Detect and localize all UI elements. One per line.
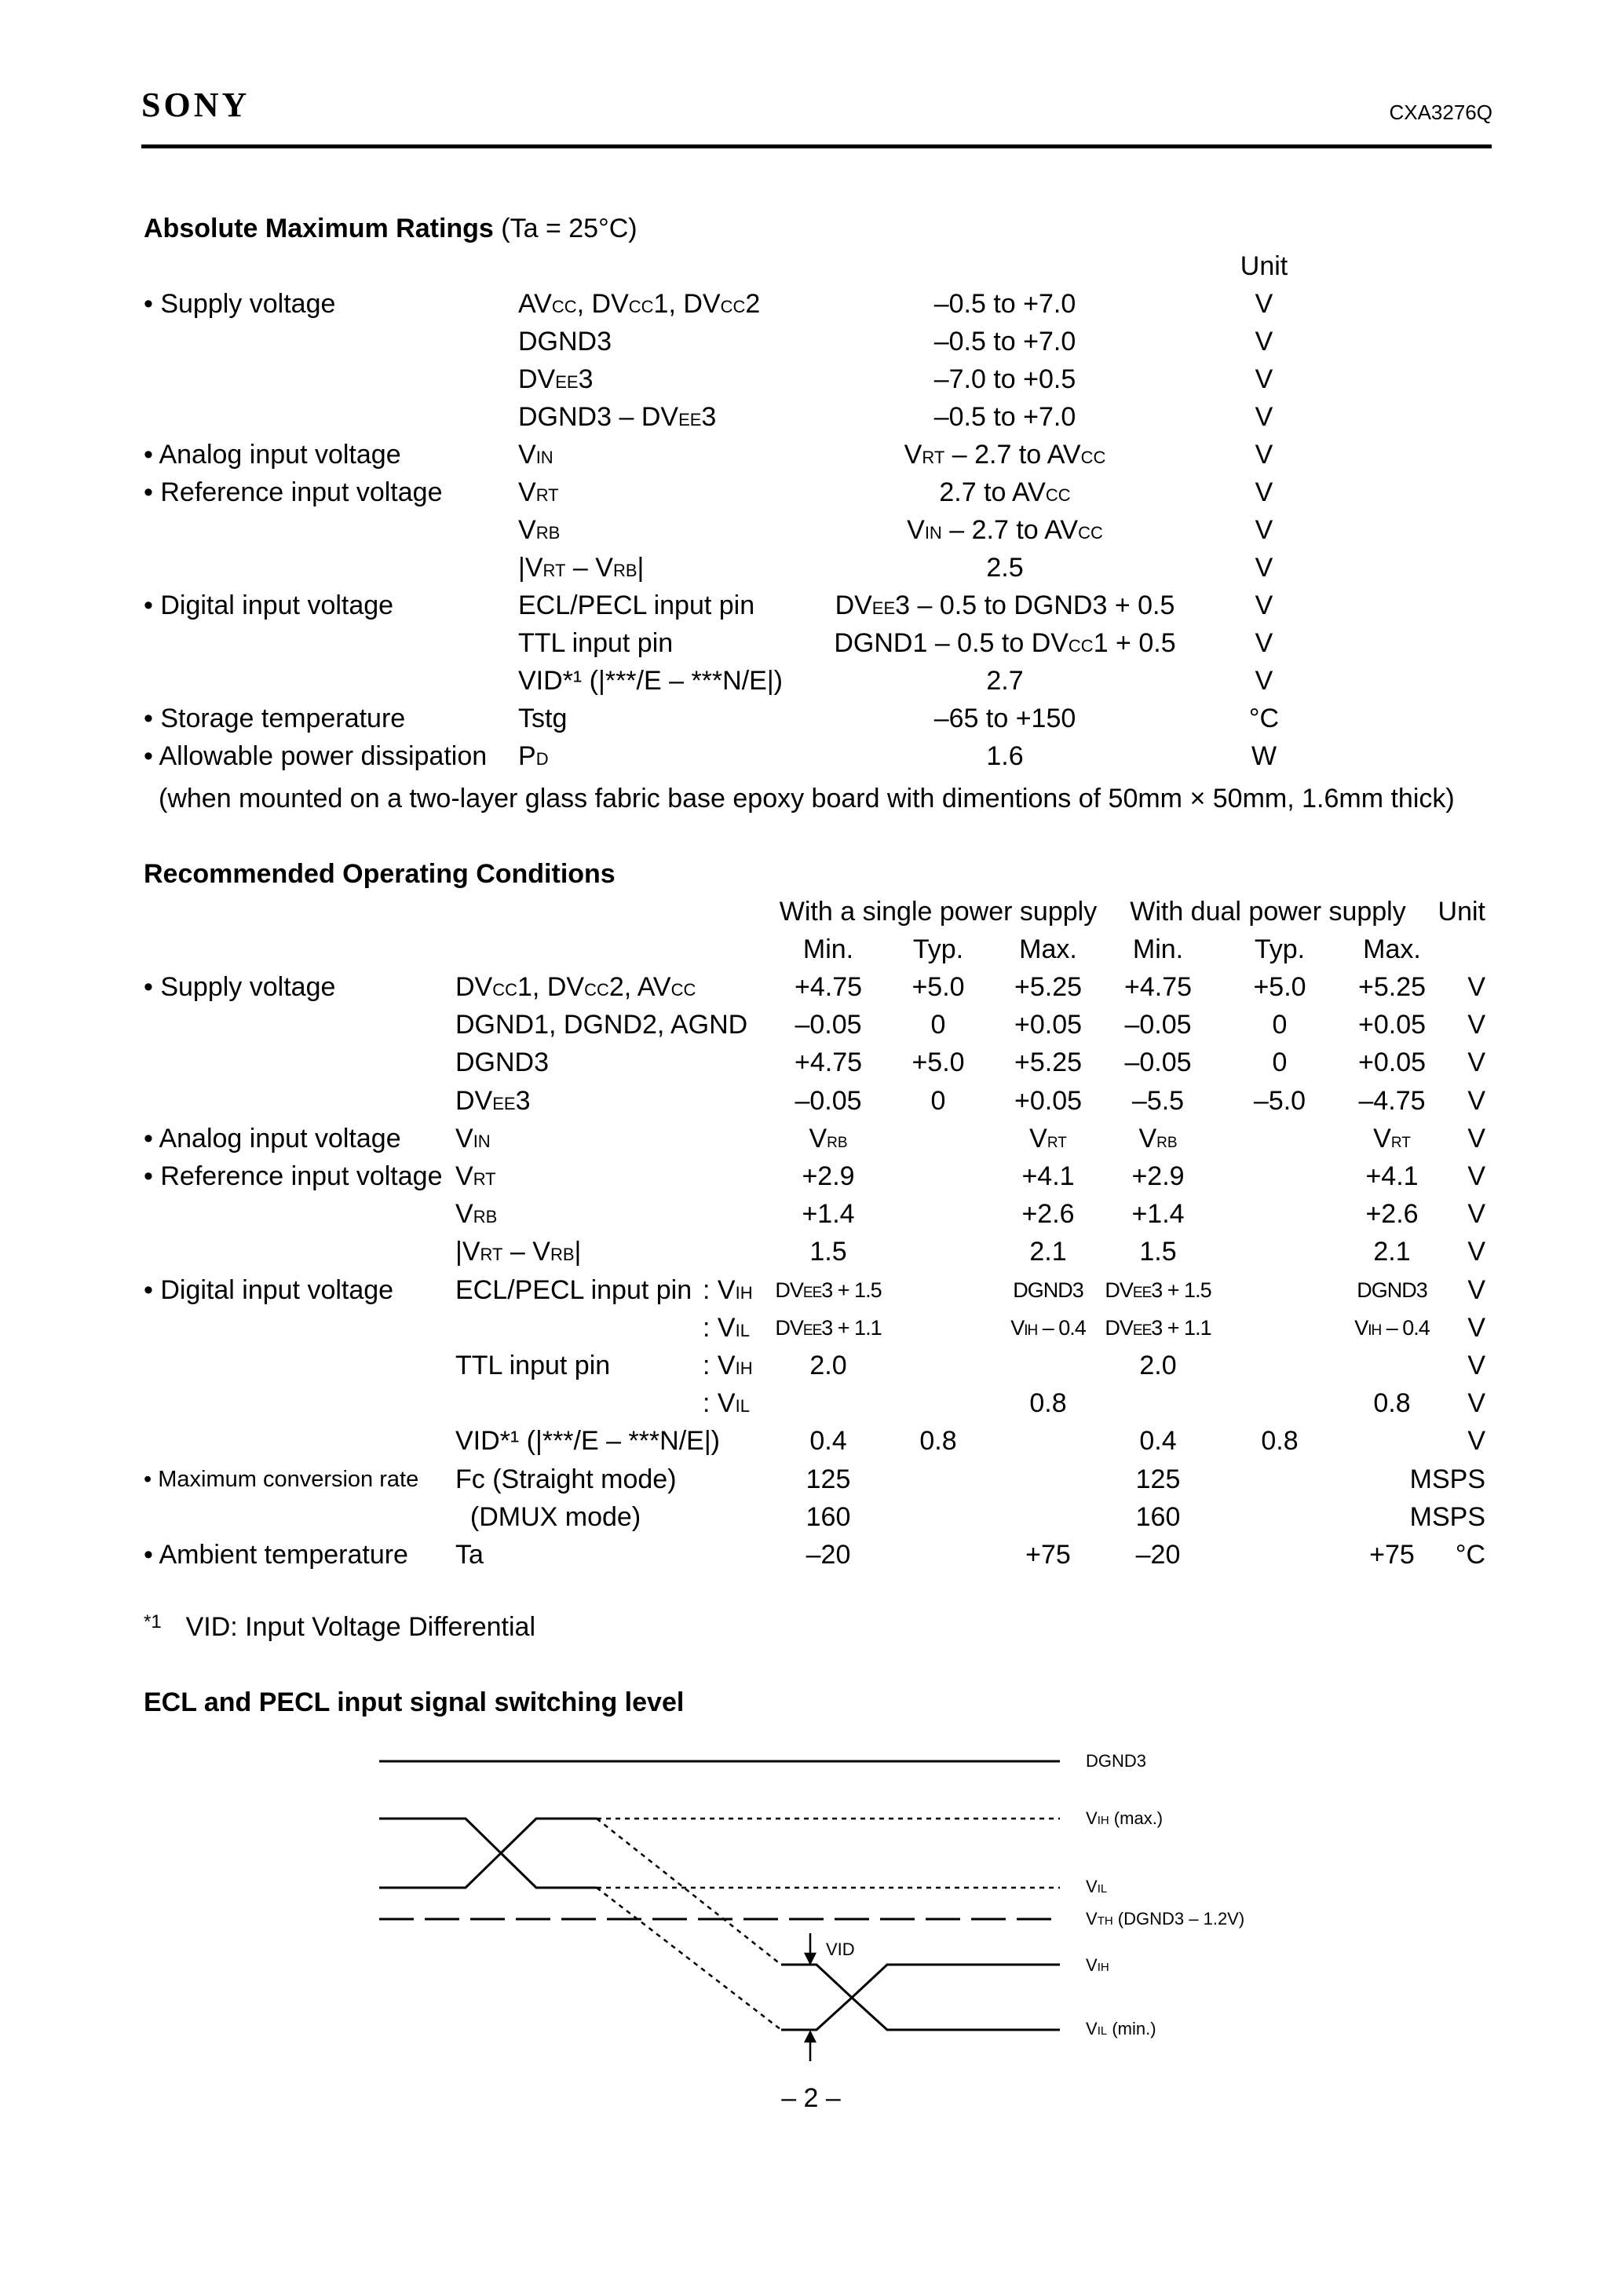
roc-symbol: TTL input pin [455,1351,611,1380]
roc-condition: : VIH [703,1351,753,1380]
roc-value: –20 [1135,1540,1181,1570]
roc-symbol: VIN [455,1123,491,1153]
sony-logo: SONY [141,86,250,124]
transition-lower [597,1888,781,2030]
amr-unit: V [1255,553,1273,583]
roc-symbol: DVEE3 [455,1085,531,1116]
roc-symbol: DGND3 [455,1047,550,1078]
roc-group-dual: With dual power supply [1130,897,1406,927]
roc-value: +4.1 [1021,1161,1075,1191]
amr-symbol: VID*¹ (|***/E – ***N/E|) [518,666,783,696]
roc-value: +5.25 [1014,972,1083,1002]
roc-condition: : VIL [703,1388,750,1419]
part-number: CXA3276Q [1389,101,1492,124]
roc-value: +0.05 [1357,1010,1427,1040]
vid-arrowhead-up [806,2032,815,2042]
roc-value: –0.05 [795,1085,862,1116]
amr-note: (when mounted on a two-layer glass fabric base epoxy board with dimentions of 50mm × 50mm, 1.6mm thick) [159,784,1455,813]
roc-value: 2.0 [809,1351,847,1380]
roc-unit: V [1467,972,1485,1002]
amr-unit: W [1251,741,1277,771]
amr-unit-header: Unit [1240,251,1288,281]
roc-unit: V [1467,1123,1485,1153]
amr-symbol: DVEE3 [518,364,594,394]
roc-value: +5.0 [911,1047,965,1078]
roc-value: DVEE3 + 1.5 [775,1278,882,1302]
amr-value: DGND1 – 0.5 to DVCC1 + 0.5 [834,628,1176,658]
roc-unit: V [1467,1274,1485,1305]
roc-value: +4.75 [794,1047,863,1078]
roc-value: +1.4 [1131,1199,1185,1230]
roc-value: 1.5 [809,1237,847,1267]
roc-unit: V [1467,1199,1485,1230]
amr-unit: V [1255,364,1273,394]
roc-symbol: |VRT – VRB| [455,1237,582,1267]
roc-value: 0 [930,1085,946,1116]
roc-value: –5.0 [1253,1085,1306,1116]
amr-symbol: Tstg [518,704,568,733]
roc-value: +0.05 [1014,1010,1083,1040]
amr-value: 2.5 [986,553,1024,583]
signal-right-lower [781,1998,1060,2030]
roc-symbol: VRB [455,1199,498,1230]
amr-unit: V [1255,477,1273,507]
roc-value: –0.05 [1124,1010,1192,1040]
roc-value: +2.6 [1021,1199,1075,1230]
roc-value: +75 [1369,1540,1415,1570]
roc-item: • Supply voltage [144,972,336,1002]
amr-value: –0.5 to +7.0 [933,402,1076,432]
roc-value: DGND3 [1357,1278,1427,1302]
signal-left-upper [501,1819,597,1853]
amr-symbol: VRT [518,477,559,507]
roc-symbol: VRT [455,1161,496,1191]
amr-value: 2.7 to AVCC [939,477,1071,507]
roc-item: • Analog input voltage [144,1123,401,1153]
roc-unit: V [1467,1047,1485,1078]
label-vil-min: VIL (min.) [1086,2019,1156,2038]
roc-value: 125 [1135,1464,1181,1494]
vid-arrowhead-down [806,1954,815,1963]
amr-value: DVEE3 – 0.5 to DGND3 + 0.5 [835,590,1175,620]
roc-value: VRT [1029,1123,1067,1153]
amr-unit: °C [1248,704,1280,733]
roc-symbol: DGND1, DGND2, AGND [455,1010,748,1040]
amr-value: 2.7 [986,666,1024,696]
amr-symbol: PD [518,741,549,771]
amr-item: • Supply voltage [144,289,336,319]
roc-unit-header: Unit [1438,897,1485,927]
roc-value: 0.8 [1261,1426,1299,1457]
amr-value: –0.5 to +7.0 [933,327,1076,356]
roc-col-header: Typ. [912,934,964,964]
roc-symbol: Fc (Straight mode) [455,1464,677,1494]
roc-value: –0.05 [1124,1047,1192,1078]
roc-unit: V [1467,1351,1485,1380]
label-vih: VIH [1086,1955,1109,1975]
amr-value: 1.6 [986,741,1024,771]
label-vth: VTH (DGND3 – 1.2V) [1086,1909,1245,1929]
amr-unit: V [1255,628,1273,658]
roc-value: 0 [1272,1047,1288,1078]
roc-value: DVEE3 + 1.1 [775,1315,882,1340]
roc-condition: : VIH [703,1274,753,1305]
amr-unit: V [1255,402,1273,432]
roc-col-header: Max. [1363,934,1421,964]
roc-item: • Reference input voltage [144,1161,443,1191]
amr-unit: V [1255,590,1273,620]
roc-symbol: (DMUX mode) [455,1501,641,1532]
roc-value: –0.05 [795,1010,862,1040]
roc-value: +5.25 [1357,972,1427,1002]
footnote-text: VID: Input Voltage Differential [185,1612,536,1642]
roc-value: 1.5 [1139,1237,1177,1267]
amr-unit: V [1255,289,1273,319]
roc-value: 2.1 [1373,1237,1411,1267]
roc-value: 2.1 [1029,1237,1067,1267]
roc-unit: MSPS [1409,1501,1485,1532]
roc-value: +4.75 [794,972,863,1002]
signal-left-lower [501,1853,597,1888]
roc-value: 160 [1135,1501,1181,1532]
label-vil: VIL [1086,1877,1108,1896]
roc-value: +2.9 [1131,1161,1185,1191]
roc-symbol: ECL/PECL input pin [455,1274,692,1305]
page-number: – 2 – [781,2083,841,2113]
roc-value: +2.6 [1365,1199,1419,1230]
label-vid: VID [826,1940,855,1959]
roc-col-header: Max. [1019,934,1077,964]
roc-value: +5.0 [1253,972,1306,1002]
transition-upper [597,1819,781,1965]
roc-unit: °C [1455,1540,1485,1570]
signal-left-low-swing [379,1819,501,1888]
amr-item: • Allowable power dissipation [144,741,488,771]
amr-symbol: TTL input pin [518,628,674,658]
amr-unit: V [1255,666,1273,696]
amr-value: VIN – 2.7 to AVCC [907,515,1103,545]
amr-unit: V [1255,515,1273,545]
label-vih-max: VIH (max.) [1086,1808,1164,1828]
ecl-title: ECL and PECL input signal switching level [144,1687,685,1717]
roc-value: 0 [1272,1010,1288,1040]
roc-value: 160 [806,1501,851,1532]
roc-value: +1.4 [802,1199,855,1230]
amr-value: –7.0 to +0.5 [933,364,1076,394]
roc-value: DGND3 [1013,1278,1083,1302]
amr-item: • Storage temperature [144,704,406,733]
roc-symbol: Ta [455,1540,484,1570]
amr-unit: V [1255,440,1273,470]
roc-symbol: DVCC1, DVCC2, AVCC [455,972,696,1002]
roc-value: –4.75 [1358,1085,1426,1116]
roc-value: +5.0 [911,972,965,1002]
roc-value: 0.4 [809,1426,847,1457]
roc-group-single: With a single power supply [779,897,1098,927]
amr-condition: (Ta = 25°C) [501,214,637,243]
roc-col-header: Typ. [1254,934,1306,964]
roc-unit: MSPS [1409,1464,1485,1494]
roc-unit: V [1467,1085,1485,1116]
roc-value: +0.05 [1014,1085,1083,1116]
roc-item: • Digital input voltage [144,1274,394,1305]
roc-item: • Maximum conversion rate [144,1466,419,1492]
roc-value: 0.8 [1029,1388,1067,1419]
roc-title: Recommended Operating Conditions [144,859,616,889]
amr-symbol: ECL/PECL input pin [518,590,755,620]
amr-symbol: VIN [518,440,553,470]
amr-symbol: |VRT – VRB| [518,553,645,583]
roc-value: –5.5 [1131,1085,1185,1116]
roc-value: VRB [1138,1123,1178,1153]
roc-value: DVEE3 + 1.1 [1105,1315,1211,1340]
roc-value: 0.4 [1139,1426,1177,1457]
label-dgnd3: DGND3 [1086,1751,1147,1771]
roc-value: 2.0 [1139,1351,1177,1380]
roc-col-header: Min. [802,934,854,964]
roc-condition: : VIL [703,1312,750,1343]
roc-value: +5.25 [1014,1047,1083,1078]
roc-value: VIH – 0.4 [1010,1315,1086,1340]
amr-item: • Digital input voltage [144,590,394,620]
roc-value: +2.9 [802,1161,855,1191]
roc-unit: V [1467,1237,1485,1267]
roc-symbol: VID*¹ (|***/E – ***N/E|) [455,1426,720,1457]
amr-value: VRT – 2.7 to AVCC [904,440,1106,470]
roc-unit: V [1467,1010,1485,1040]
roc-value: DVEE3 + 1.5 [1105,1278,1211,1302]
roc-value: +4.1 [1365,1161,1419,1191]
roc-value: –20 [806,1540,851,1570]
amr-value: –0.5 to +7.0 [933,289,1076,319]
amr-symbol: VRB [518,515,561,545]
roc-value: VRT [1373,1123,1411,1153]
roc-value: VIH – 0.4 [1354,1315,1430,1340]
roc-value: +0.05 [1357,1047,1427,1078]
roc-value: 0 [930,1010,946,1040]
roc-value: 125 [806,1464,851,1494]
amr-value: –65 to +150 [933,704,1076,733]
roc-unit: V [1467,1312,1485,1343]
amr-title: Absolute Maximum Ratings [144,214,494,243]
amr-item: • Analog input voltage [144,440,401,470]
footnote-mark: *1 [144,1611,162,1632]
amr-symbol: DGND3 [518,327,612,356]
roc-item: • Ambient temperature [144,1540,408,1570]
signal-right-upper [781,1965,1060,1998]
roc-value: +4.75 [1123,972,1193,1002]
roc-unit: V [1467,1426,1485,1457]
roc-value: VRB [809,1123,848,1153]
roc-value: 0.8 [1373,1388,1411,1419]
roc-col-header: Min. [1132,934,1184,964]
amr-symbol: AVCC, DVCC1, DVCC2 [518,289,761,319]
roc-unit: V [1467,1161,1485,1191]
amr-item: • Reference input voltage [144,477,443,507]
roc-value: 0.8 [919,1426,957,1457]
amr-symbol: DGND3 – DVEE3 [518,402,717,432]
roc-unit: V [1467,1388,1485,1419]
amr-unit: V [1255,327,1273,356]
roc-value: +75 [1025,1540,1071,1570]
